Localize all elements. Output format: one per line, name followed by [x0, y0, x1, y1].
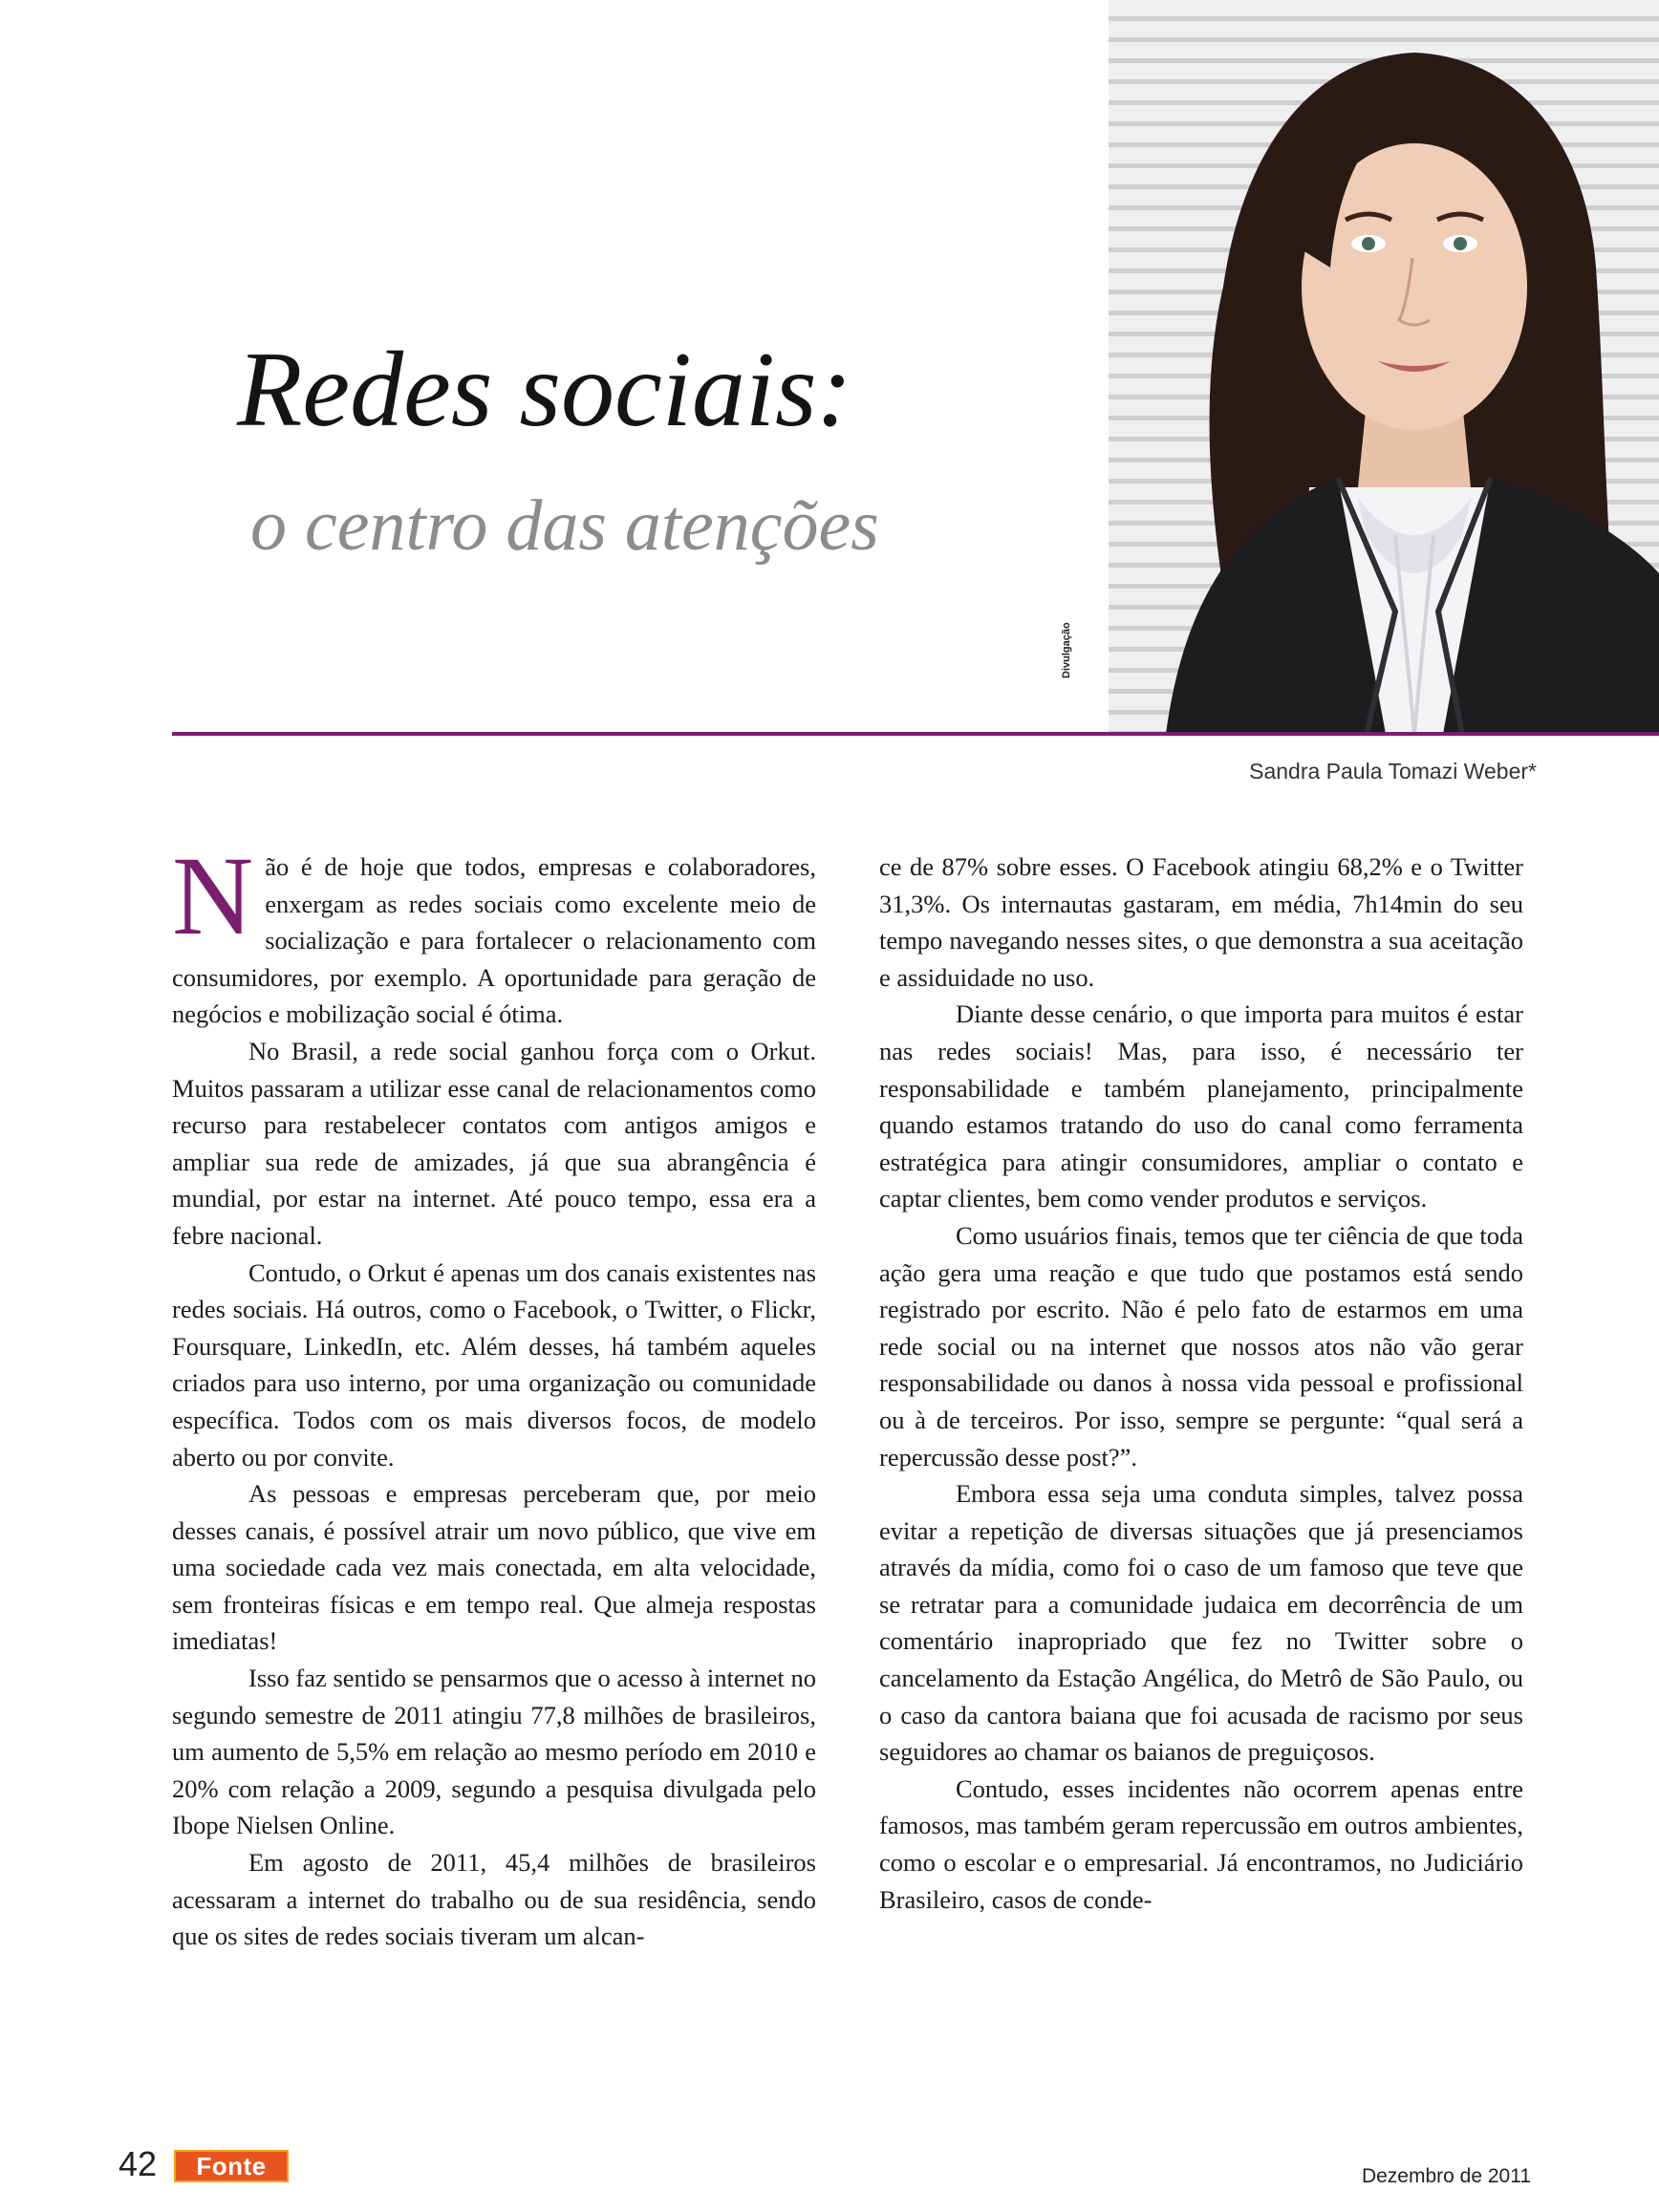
article-subtitle: o centro das atenções: [250, 485, 879, 566]
paragraph: Contudo, o Orkut é apenas um dos canais existentes nas redes sociais. Há outros, como o Facebook, o Twitter, o Flickr, Foursquare, LinkedIn, etc. Além desses, há também aqueles criados para uso interno, por uma organização ou comunidade específica. Todos com os mais diversos focos, de modelo aberto ou por convite.: [172, 1257, 816, 1471]
author-photo: [1109, 0, 1659, 734]
paragraph: Isso faz sentido se pensarmos que o acesso à internet no segundo semestre de 2011 atingiu 77,8 milhões de brasileiros, um aumento de 5,5% em relação ao mesmo período em 2010 e 20% com relação a 2009, segundo a pesquisa divulgada pelo Ibope Nielsen Online.: [172, 1664, 816, 1840]
paragraph: Como usuários finais, temos que ter ciência de que toda ação gera uma reação e que tudo que postamos está sendo registrado por escrito. Não é pelo fato de estarmos em uma rede social ou na internet que nossos atos não vão gerar responsabilidade ou danos à nossa vida pessoal e profissional ou à de terceiros. Por isso, sempre se pergunte: “qual será a repercussão desse post?”.: [879, 1220, 1523, 1471]
paragraph-text: ão é de hoje que todos, empresas e colaboradores, enxergam as redes sociais como excelente meio de socialização e para fortalecer o relacionamento com consumidores, por exemplo. A oportunidade para geração de negócios e mobilização social é ótima.: [172, 852, 816, 1029]
author-name: Sandra Paula Tomazi Weber*: [1249, 759, 1537, 784]
magazine-logo: Fonte: [174, 2150, 289, 2182]
paragraph: Diante desse cenário, o que importa para muitos é estar nas redes sociais! Mas, para isso, é necessário ter responsabilidade e também planejamento, principalmente quando estamos tratando do uso do canal como ferramenta estratégica para atingir consumidores, ampliar o contato e captar clientes, bem como vender produtos e serviços.: [879, 999, 1523, 1213]
paragraph: Contudo, esses incidentes não ocorrem apenas entre famosos, mas também geram repercussão em outros ambientes, como o escolar e o empresarial. Já encontramos, no Judiciário Brasileiro, casos de conde-: [879, 1773, 1523, 1914]
article-title: Redes sociais:: [237, 331, 852, 449]
paragraph: Em agosto de 2011, 45,4 milhões de brasileiros acessaram a internet do trabalho ou de sua residência, sendo que os sites de redes sociais tiveram um alcan-: [172, 1848, 816, 1951]
issue-date: Dezembro de 2011: [1361, 2165, 1531, 2187]
drop-cap: N: [172, 833, 254, 958]
paragraph: ce de 87% sobre esses. O Facebook atingiu 68,2% e o Twitter 31,3%. Os internautas gastaram, em média, 7h14min do seu tempo navegando nesses sites, o que demonstra a sua aceitação e assiduidade no uso.: [879, 852, 1523, 992]
header-divider: [172, 732, 1659, 736]
portrait-illustration: [1109, 0, 1659, 734]
article-column-right: [879, 848, 1523, 1918]
paragraph: Embora essa seja uma conduta simples, talvez possa evitar a repetição de diversas situações que já presenciamos através da mídia, como foi o caso de um famoso que teve que se retratar para a comunidade judaica em decorrência de um comentário inapropriado que fez no Twitter sobre o cancelamento da Estação Angélica, do Metrô de São Paulo, ou o caso da cantora baiana que foi acusada de racismo por seus seguidores ao chamar os baianos de preguiçosos.: [879, 1479, 1523, 1767]
page-number: 42: [118, 2144, 158, 2183]
photo-credit: Divulgação: [1061, 622, 1072, 678]
paragraph: No Brasil, a rede social ganhou força com o Orkut. Muitos passaram a utilizar esse canal de relacionamentos como recurso para restabelecer contatos com antigos amigos e ampliar sua rede de amizades, já que sua abrangência é mundial, por estar na internet. Até pouco tempo, essa era a febre nacional.: [172, 1036, 816, 1250]
paragraph: [172, 833, 816, 1033]
paragraph: As pessoas e empresas perceberam que, por meio desses canais, é possível atrair um novo público, que vive em uma sociedade cada vez mais conectada, em alta velocidade, sem fronteiras físicas e em tempo real. Que almeja respostas imediatas!: [172, 1479, 816, 1656]
article-column-left: [172, 833, 816, 1955]
